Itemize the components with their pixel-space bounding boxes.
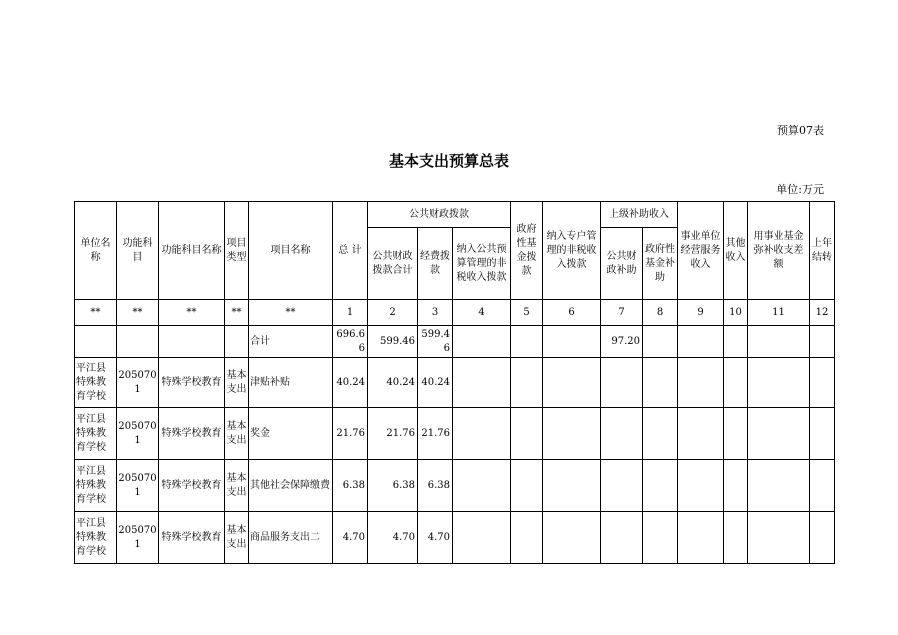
cell-code: 2050701 xyxy=(117,358,159,408)
col-item-name: 项目名称 xyxy=(249,202,333,300)
cell-total: 40.24 xyxy=(333,358,368,408)
budget-table xyxy=(74,201,835,564)
col-other-income: 其他收入 xyxy=(724,202,748,300)
col-public-fiscal-total: 公共财政拨款合计 xyxy=(368,228,418,300)
cell-total: 21.76 xyxy=(333,408,368,460)
cell-allot: 40.24 xyxy=(418,358,453,408)
cell-name: 津贴补贴 xyxy=(249,358,333,408)
total-public-fiscal: 599.46 xyxy=(368,326,418,358)
col-total: 总 计 xyxy=(333,202,368,300)
cell-total: 4.70 xyxy=(333,512,368,564)
cell-code: 2050701 xyxy=(117,460,159,512)
index-cell: ** xyxy=(249,300,333,326)
index-cell: 8 xyxy=(643,300,678,326)
cell-name: 商品服务支出二 xyxy=(249,512,333,564)
total-sub-public: 97.20 xyxy=(601,326,643,358)
index-cell: 10 xyxy=(724,300,748,326)
index-cell: 1 xyxy=(333,300,368,326)
col-func-name: 功能科目名称 xyxy=(159,202,225,300)
cell-unit: 平江县特殊教育学校 xyxy=(75,358,117,408)
cell-unit: 平江县特殊教育学校 xyxy=(75,512,117,564)
index-cell: 7 xyxy=(601,300,643,326)
cell-allot: 4.70 xyxy=(418,512,453,564)
cell-func: 特殊学校教育 xyxy=(159,358,225,408)
col-special-nontax: 纳入专户管理的非税收入拨款 xyxy=(543,202,601,300)
col-business-income: 事业单位经营服务收入 xyxy=(678,202,724,300)
col-unit-name: 单位名称 xyxy=(75,202,117,300)
cell-pf-total: 4.70 xyxy=(368,512,418,564)
col-func-code: 功能科目 xyxy=(117,202,159,300)
cell-func: 特殊学校教育 xyxy=(159,512,225,564)
index-cell: ** xyxy=(75,300,117,326)
table-row xyxy=(75,358,835,408)
index-cell: 3 xyxy=(418,300,453,326)
header-row-1 xyxy=(75,202,835,228)
col-balance-fund: 用事业基金弥补收支差额 xyxy=(748,202,810,300)
col-nontax-public: 纳入公共预算管理的非税收入拨款 xyxy=(453,228,511,300)
index-cell: 5 xyxy=(511,300,543,326)
index-cell: 9 xyxy=(678,300,724,326)
col-public-fiscal: 公共财政拨款 xyxy=(368,202,511,228)
index-row xyxy=(75,300,835,326)
form-code: 预算07表 xyxy=(777,124,824,137)
cell-type: 基本支出 xyxy=(225,460,249,512)
total-value: 696.66 xyxy=(333,326,368,358)
index-cell: 12 xyxy=(810,300,835,326)
unit-label: 单位:万元 xyxy=(776,183,824,196)
table-row xyxy=(75,460,835,512)
col-expense-allot: 经费拨款 xyxy=(418,228,453,300)
cell-func: 特殊学校教育 xyxy=(159,460,225,512)
index-cell: ** xyxy=(225,300,249,326)
cell-unit: 平江县特殊教育学校 xyxy=(75,408,117,460)
col-gov-fund: 政府性基金拨款 xyxy=(511,202,543,300)
cell-name: 其他社会保障缴费 xyxy=(249,460,333,512)
col-item-type: 项目类型 xyxy=(225,202,249,300)
cell-pf-total: 21.76 xyxy=(368,408,418,460)
cell-func: 特殊学校教育 xyxy=(159,408,225,460)
cell-allot: 21.76 xyxy=(418,408,453,460)
cell-name: 奖金 xyxy=(249,408,333,460)
total-row xyxy=(75,326,835,358)
index-cell: 4 xyxy=(453,300,511,326)
cell-allot: 6.38 xyxy=(418,460,453,512)
col-sub-gov-fund: 政府性基金补助 xyxy=(643,228,678,300)
page-title: 基本支出预算总表 xyxy=(388,152,509,170)
table-row xyxy=(75,408,835,460)
cell-code: 2050701 xyxy=(117,512,159,564)
cell-code: 2050701 xyxy=(117,408,159,460)
col-superior-subsidy: 上级补助收入 xyxy=(601,202,678,228)
col-prev-balance: 上年结转 xyxy=(810,202,835,300)
cell-type: 基本支出 xyxy=(225,358,249,408)
cell-pf-total: 6.38 xyxy=(368,460,418,512)
index-cell: ** xyxy=(159,300,225,326)
cell-type: 基本支出 xyxy=(225,512,249,564)
index-cell: 11 xyxy=(748,300,810,326)
cell-total: 6.38 xyxy=(333,460,368,512)
index-cell: 2 xyxy=(368,300,418,326)
cell-type: 基本支出 xyxy=(225,408,249,460)
total-expense-allot: 599.46 xyxy=(418,326,453,358)
index-cell: 6 xyxy=(543,300,601,326)
cell-pf-total: 40.24 xyxy=(368,358,418,408)
total-label: 合计 xyxy=(249,326,333,358)
cell-unit: 平江县特殊教育学校 xyxy=(75,460,117,512)
table-row xyxy=(75,512,835,564)
index-cell: ** xyxy=(117,300,159,326)
col-sub-public: 公共财政补助 xyxy=(601,228,643,300)
